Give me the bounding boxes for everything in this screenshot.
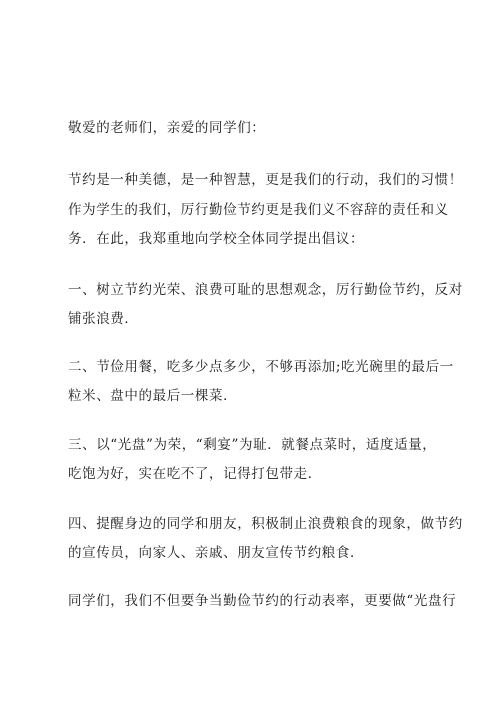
paragraph-3-line-2: 粒米、盘中的最后一棵菜．	[68, 388, 238, 404]
paragraph-6-line-1: 同学们，我们不但要争当勤俭节约的行动表率，更要做“光盘行	[68, 593, 457, 609]
paragraph-2-line-2: 铺张浪费．	[68, 311, 139, 327]
paragraph-5-line-2: 的宣传员，向家人、亲戚、朋友宣传节约粮食．	[68, 545, 365, 561]
salutation: 敬爱的老师们，亲爱的同学们：	[68, 120, 266, 136]
paragraph-4-line-2: 吃饱为好，实在吃不了，记得打包带走．	[68, 466, 322, 482]
paragraph-3-line-1: 二、节俭用餐，吃多少点多少，不够再添加;吃光碗里的最后一	[68, 359, 454, 375]
paragraph-4-line-1: 三、以“光盘”为荣，“剩宴”为耻．就餐点菜时，适度适量，	[68, 437, 437, 453]
paragraph-1-line-1: 节约是一种美德，是一种智慧，更是我们的行动，我们的习惯！	[68, 172, 463, 188]
paragraph-2-line-1: 一、树立节约光荣、浪费可耻的思想观念，厉行勤俭节约，反对	[68, 282, 463, 298]
paragraph-1-line-2: 作为学生的我们，厉行勤俭节约更是我们义不容辞的责任和义	[68, 202, 449, 218]
paragraph-1-line-3: 务．在此，我郑重地向学校全体同学提出倡议：	[68, 231, 365, 247]
paragraph-5-line-1: 四、提醒身边的同学和朋友，积极制止浪费粮食的现象，做节约	[68, 516, 463, 532]
